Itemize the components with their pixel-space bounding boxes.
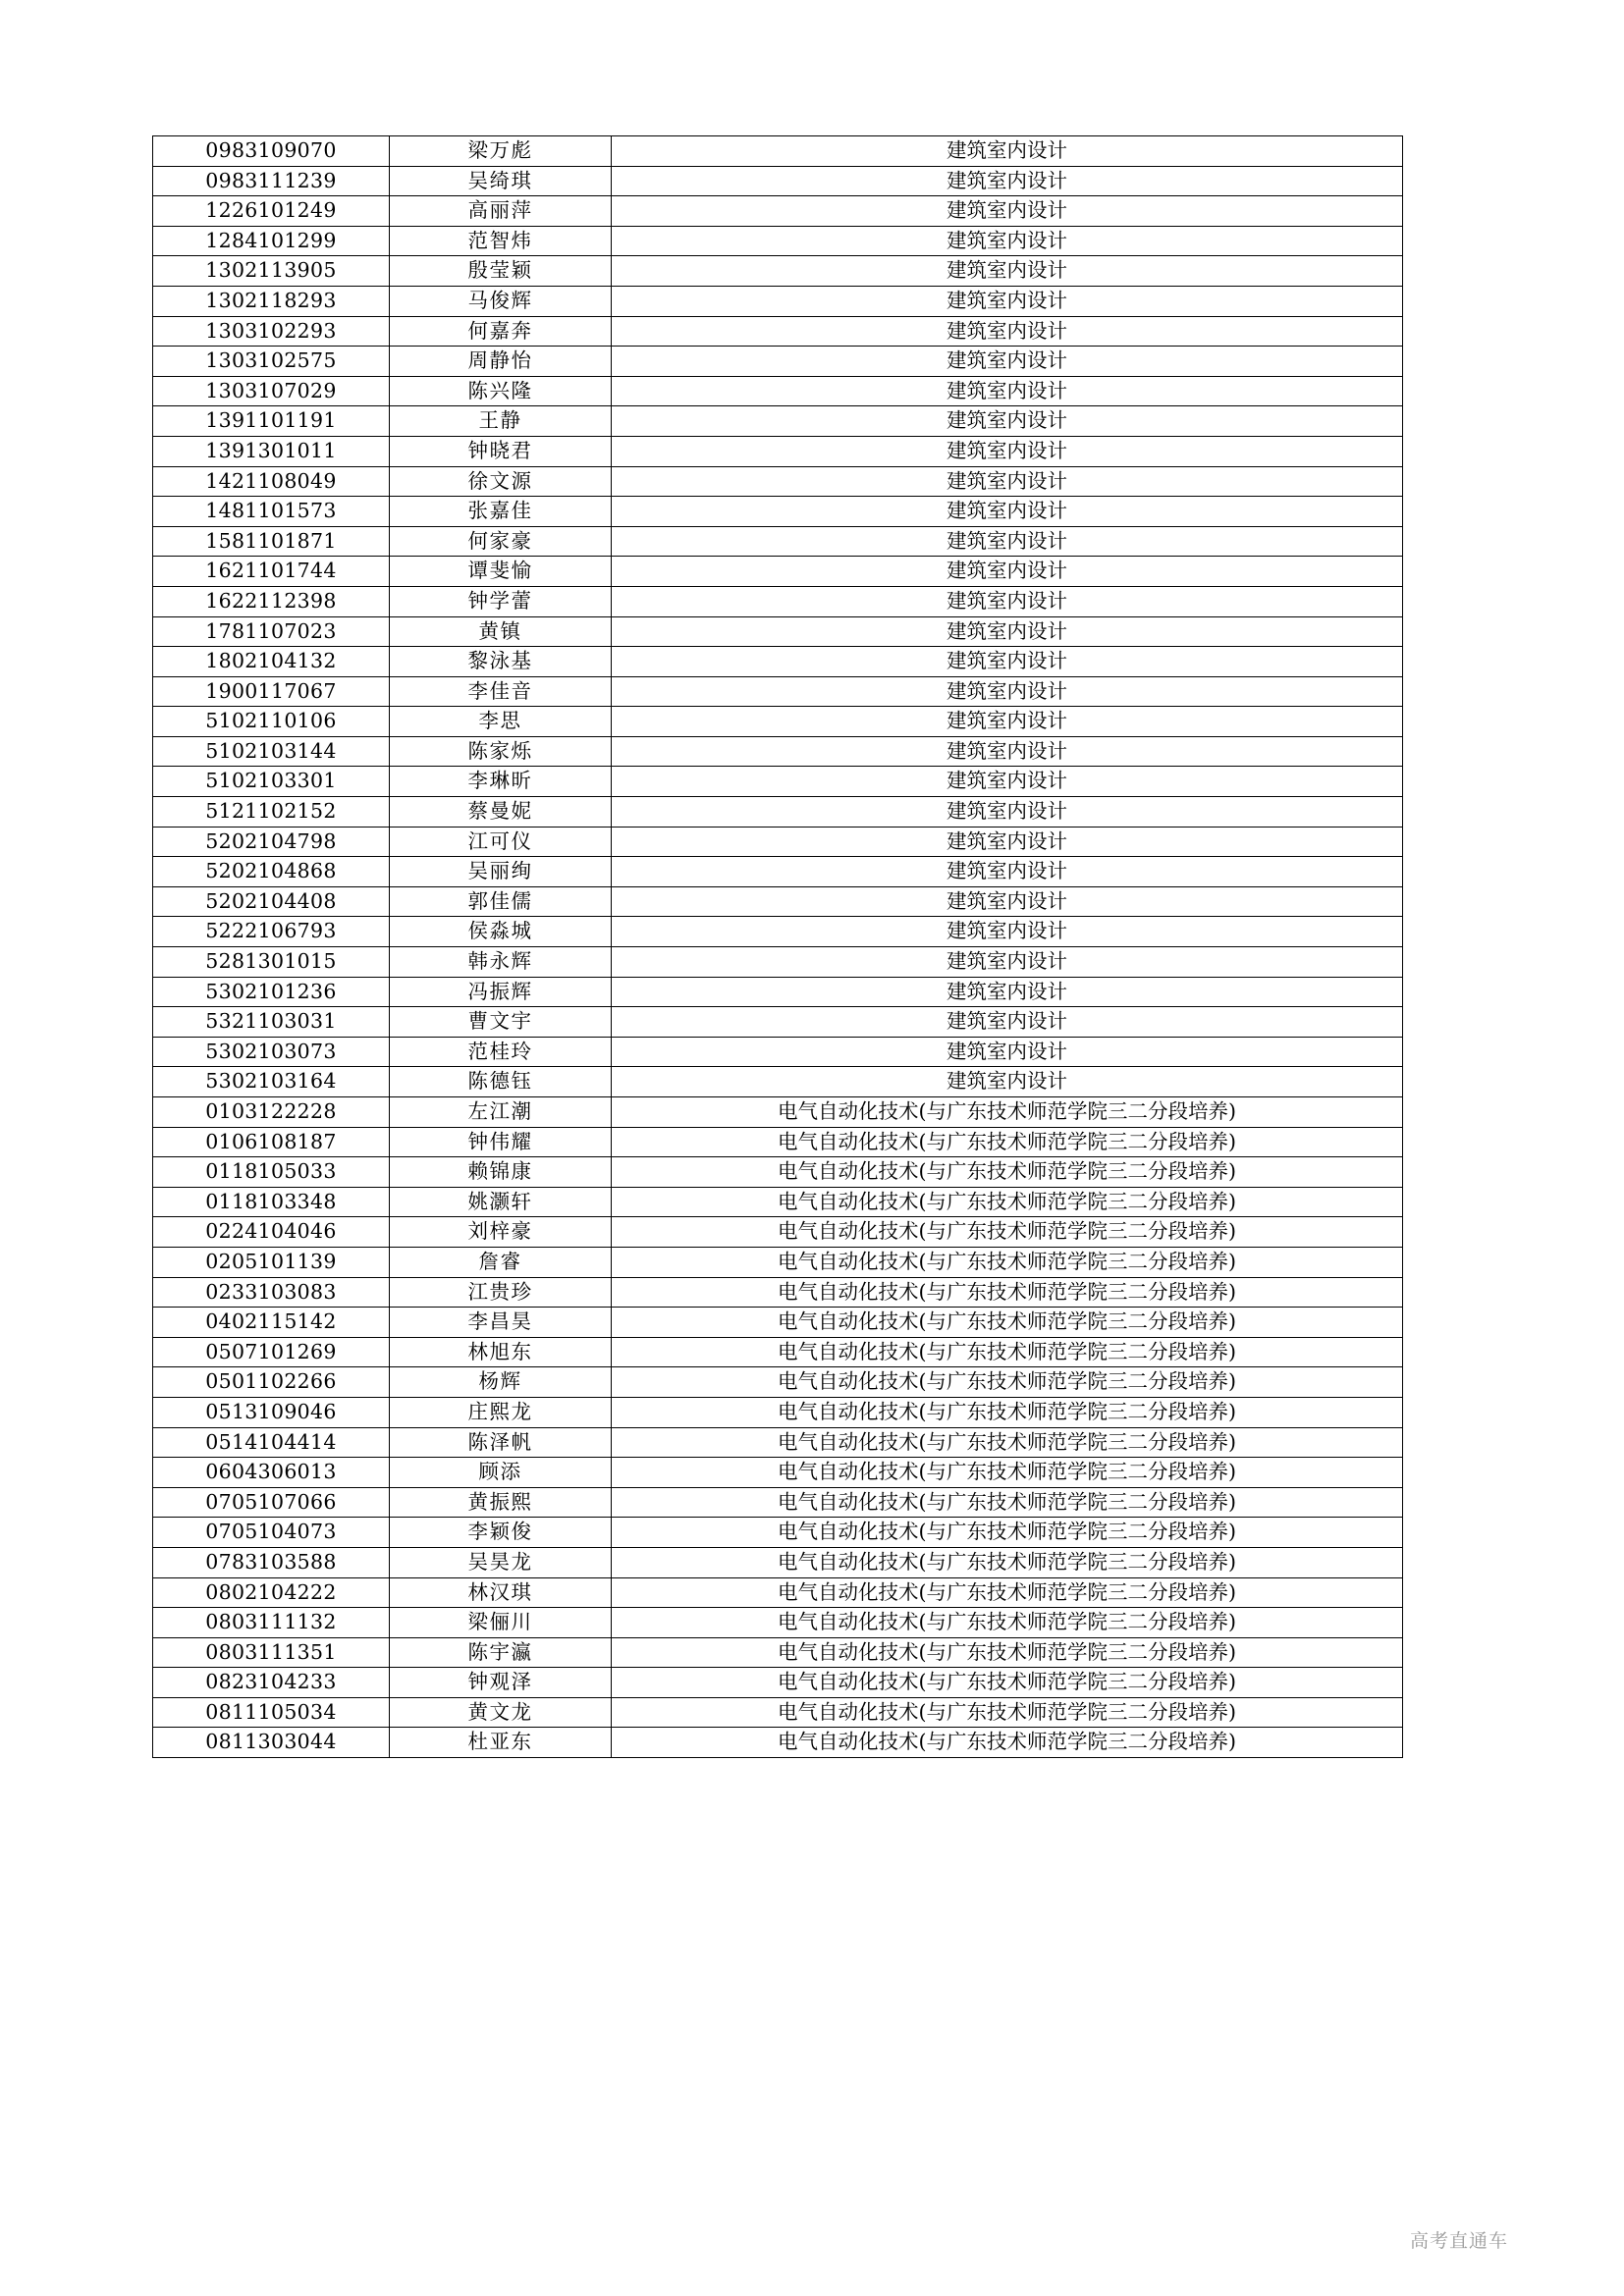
table-row xyxy=(153,557,1403,587)
cell-major: 建筑室内设计 xyxy=(612,286,1403,316)
cell-candidate-id: 0705104073 xyxy=(153,1518,390,1548)
cell-major: 建筑室内设计 xyxy=(612,1067,1403,1097)
table-row xyxy=(153,1518,1403,1548)
cell-candidate-id: 0118103348 xyxy=(153,1187,390,1217)
cell-major: 电气自动化技术(与广东技术师范学院三二分段培养) xyxy=(612,1487,1403,1518)
table-row xyxy=(153,1547,1403,1577)
table-row xyxy=(153,1697,1403,1728)
cell-candidate-id: 0106108187 xyxy=(153,1127,390,1157)
admission-list-table xyxy=(152,135,1403,1758)
cell-name: 黄镇 xyxy=(390,616,612,647)
cell-major: 建筑室内设计 xyxy=(612,406,1403,437)
cell-major: 电气自动化技术(与广东技术师范学院三二分段培养) xyxy=(612,1668,1403,1698)
cell-candidate-id: 1284101299 xyxy=(153,226,390,256)
cell-major: 电气自动化技术(与广东技术师范学院三二分段培养) xyxy=(612,1608,1403,1638)
cell-name: 姚灏轩 xyxy=(390,1187,612,1217)
table-row xyxy=(153,1337,1403,1367)
cell-candidate-id: 0811105034 xyxy=(153,1697,390,1728)
cell-name: 赖锦康 xyxy=(390,1157,612,1188)
table-row xyxy=(153,347,1403,377)
cell-major: 电气自动化技术(与广东技术师范学院三二分段培养) xyxy=(612,1577,1403,1608)
table-row xyxy=(153,1097,1403,1128)
cell-candidate-id: 0803111351 xyxy=(153,1637,390,1668)
cell-candidate-id: 5121102152 xyxy=(153,797,390,828)
cell-major: 建筑室内设计 xyxy=(612,827,1403,857)
table-row xyxy=(153,1487,1403,1518)
table-row xyxy=(153,977,1403,1007)
cell-name: 冯振辉 xyxy=(390,977,612,1007)
cell-major: 建筑室内设计 xyxy=(612,977,1403,1007)
cell-major: 建筑室内设计 xyxy=(612,466,1403,497)
cell-candidate-id: 1581101871 xyxy=(153,526,390,557)
table-row xyxy=(153,1157,1403,1188)
cell-candidate-id: 1622112398 xyxy=(153,586,390,616)
table-row xyxy=(153,1247,1403,1277)
cell-major: 电气自动化技术(与广东技术师范学院三二分段培养) xyxy=(612,1247,1403,1277)
cell-name: 蔡曼妮 xyxy=(390,797,612,828)
cell-candidate-id: 1781107023 xyxy=(153,616,390,647)
table-row xyxy=(153,256,1403,287)
cell-major: 建筑室内设计 xyxy=(612,676,1403,707)
table-row xyxy=(153,827,1403,857)
cell-major: 建筑室内设计 xyxy=(612,707,1403,737)
cell-candidate-id: 0507101269 xyxy=(153,1337,390,1367)
cell-major: 建筑室内设计 xyxy=(612,767,1403,797)
cell-major: 电气自动化技术(与广东技术师范学院三二分段培养) xyxy=(612,1157,1403,1188)
cell-candidate-id: 5202104868 xyxy=(153,857,390,887)
cell-major: 建筑室内设计 xyxy=(612,256,1403,287)
cell-major: 建筑室内设计 xyxy=(612,166,1403,196)
table-row xyxy=(153,196,1403,227)
cell-major: 建筑室内设计 xyxy=(612,557,1403,587)
table-row xyxy=(153,1308,1403,1338)
table-row xyxy=(153,1608,1403,1638)
cell-major: 建筑室内设计 xyxy=(612,136,1403,167)
cell-candidate-id: 1421108049 xyxy=(153,466,390,497)
cell-name: 徐文源 xyxy=(390,466,612,497)
table-row xyxy=(153,707,1403,737)
cell-name: 马俊辉 xyxy=(390,286,612,316)
cell-name: 陈德钰 xyxy=(390,1067,612,1097)
table-row xyxy=(153,466,1403,497)
cell-candidate-id: 5302101236 xyxy=(153,977,390,1007)
cell-name: 詹睿 xyxy=(390,1247,612,1277)
cell-candidate-id: 5202104798 xyxy=(153,827,390,857)
table-row xyxy=(153,857,1403,887)
cell-candidate-id: 0118105033 xyxy=(153,1157,390,1188)
cell-candidate-id: 5102103144 xyxy=(153,736,390,767)
cell-major: 电气自动化技术(与广东技术师范学院三二分段培养) xyxy=(612,1458,1403,1488)
cell-name: 韩永辉 xyxy=(390,947,612,978)
cell-name: 钟学蕾 xyxy=(390,586,612,616)
cell-name: 林汉琪 xyxy=(390,1577,612,1608)
cell-major: 建筑室内设计 xyxy=(612,797,1403,828)
cell-name: 殷莹颖 xyxy=(390,256,612,287)
cell-major: 建筑室内设计 xyxy=(612,1007,1403,1038)
cell-major: 建筑室内设计 xyxy=(612,226,1403,256)
cell-name: 钟伟耀 xyxy=(390,1127,612,1157)
cell-major: 建筑室内设计 xyxy=(612,616,1403,647)
table-row xyxy=(153,947,1403,978)
table-row xyxy=(153,917,1403,947)
cell-name: 左江潮 xyxy=(390,1097,612,1128)
cell-name: 范智炜 xyxy=(390,226,612,256)
cell-name: 陈家烁 xyxy=(390,736,612,767)
table-row xyxy=(153,526,1403,557)
cell-major: 电气自动化技术(与广东技术师范学院三二分段培养) xyxy=(612,1697,1403,1728)
cell-name: 李思 xyxy=(390,707,612,737)
cell-candidate-id: 0802104222 xyxy=(153,1577,390,1608)
cell-candidate-id: 0823104233 xyxy=(153,1668,390,1698)
table-row xyxy=(153,1397,1403,1427)
cell-candidate-id: 1303107029 xyxy=(153,376,390,406)
cell-name: 吴昊龙 xyxy=(390,1547,612,1577)
cell-name: 杨辉 xyxy=(390,1367,612,1398)
cell-candidate-id: 1621101744 xyxy=(153,557,390,587)
cell-name: 黎泳基 xyxy=(390,647,612,677)
cell-name: 顾添 xyxy=(390,1458,612,1488)
cell-major: 电气自动化技术(与广东技术师范学院三二分段培养) xyxy=(612,1547,1403,1577)
cell-candidate-id: 1481101573 xyxy=(153,497,390,527)
cell-major: 建筑室内设计 xyxy=(612,917,1403,947)
cell-candidate-id: 0205101139 xyxy=(153,1247,390,1277)
cell-major: 电气自动化技术(与广东技术师范学院三二分段培养) xyxy=(612,1217,1403,1248)
cell-candidate-id: 5302103164 xyxy=(153,1067,390,1097)
cell-name: 吴绮琪 xyxy=(390,166,612,196)
cell-name: 钟观泽 xyxy=(390,1668,612,1698)
cell-candidate-id: 5102110106 xyxy=(153,707,390,737)
cell-name: 何嘉奔 xyxy=(390,316,612,347)
cell-candidate-id: 0983109070 xyxy=(153,136,390,167)
cell-name: 钟晓君 xyxy=(390,436,612,466)
table-row xyxy=(153,886,1403,917)
cell-major: 建筑室内设计 xyxy=(612,497,1403,527)
table-row xyxy=(153,586,1403,616)
cell-candidate-id: 5102103301 xyxy=(153,767,390,797)
cell-name: 庄熙龙 xyxy=(390,1397,612,1427)
cell-name: 梁俪川 xyxy=(390,1608,612,1638)
table-row xyxy=(153,1217,1403,1248)
cell-candidate-id: 0103122228 xyxy=(153,1097,390,1128)
cell-name: 郭佳儒 xyxy=(390,886,612,917)
cell-name: 周静怡 xyxy=(390,347,612,377)
cell-candidate-id: 1303102575 xyxy=(153,347,390,377)
cell-major: 电气自动化技术(与广东技术师范学院三二分段培养) xyxy=(612,1308,1403,1338)
cell-candidate-id: 1302118293 xyxy=(153,286,390,316)
table-row xyxy=(153,316,1403,347)
table-row xyxy=(153,1187,1403,1217)
table-row xyxy=(153,1367,1403,1398)
cell-name: 王静 xyxy=(390,406,612,437)
cell-major: 建筑室内设计 xyxy=(612,376,1403,406)
cell-major: 电气自动化技术(与广东技术师范学院三二分段培养) xyxy=(612,1097,1403,1128)
cell-candidate-id: 0514104414 xyxy=(153,1427,390,1458)
cell-major: 建筑室内设计 xyxy=(612,1037,1403,1067)
table-row xyxy=(153,797,1403,828)
table-body xyxy=(153,136,1403,1758)
cell-name: 江可仪 xyxy=(390,827,612,857)
cell-major: 建筑室内设计 xyxy=(612,436,1403,466)
cell-major: 电气自动化技术(与广东技术师范学院三二分段培养) xyxy=(612,1187,1403,1217)
cell-name: 陈兴隆 xyxy=(390,376,612,406)
cell-major: 建筑室内设计 xyxy=(612,857,1403,887)
cell-major: 建筑室内设计 xyxy=(612,947,1403,978)
cell-candidate-id: 0803111132 xyxy=(153,1608,390,1638)
cell-name: 林旭东 xyxy=(390,1337,612,1367)
cell-candidate-id: 5202104408 xyxy=(153,886,390,917)
table-row xyxy=(153,1668,1403,1698)
cell-candidate-id: 5281301015 xyxy=(153,947,390,978)
table-row xyxy=(153,436,1403,466)
cell-major: 建筑室内设计 xyxy=(612,526,1403,557)
cell-major: 电气自动化技术(与广东技术师范学院三二分段培养) xyxy=(612,1127,1403,1157)
admission-list-table-wrap xyxy=(152,135,1399,1758)
cell-name: 侯淼城 xyxy=(390,917,612,947)
cell-name: 陈宇瀛 xyxy=(390,1637,612,1668)
table-row xyxy=(153,406,1403,437)
cell-candidate-id: 0705107066 xyxy=(153,1487,390,1518)
cell-major: 建筑室内设计 xyxy=(612,196,1403,227)
cell-candidate-id: 0811303044 xyxy=(153,1728,390,1758)
cell-candidate-id: 1226101249 xyxy=(153,196,390,227)
table-row xyxy=(153,1728,1403,1758)
table-row xyxy=(153,1577,1403,1608)
table-row xyxy=(153,226,1403,256)
cell-major: 电气自动化技术(与广东技术师范学院三二分段培养) xyxy=(612,1728,1403,1758)
cell-name: 黄文龙 xyxy=(390,1697,612,1728)
cell-major: 建筑室内设计 xyxy=(612,347,1403,377)
cell-name: 李琳昕 xyxy=(390,767,612,797)
cell-major: 建筑室内设计 xyxy=(612,736,1403,767)
cell-major: 电气自动化技术(与广东技术师范学院三二分段培养) xyxy=(612,1337,1403,1367)
cell-name: 高丽萍 xyxy=(390,196,612,227)
cell-name: 张嘉佳 xyxy=(390,497,612,527)
table-row xyxy=(153,647,1403,677)
cell-major: 电气自动化技术(与广东技术师范学院三二分段培养) xyxy=(612,1367,1403,1398)
table-row xyxy=(153,1637,1403,1668)
cell-candidate-id: 0233103083 xyxy=(153,1277,390,1308)
cell-name: 刘梓豪 xyxy=(390,1217,612,1248)
cell-candidate-id: 5321103031 xyxy=(153,1007,390,1038)
cell-candidate-id: 1900117067 xyxy=(153,676,390,707)
cell-candidate-id: 0501102266 xyxy=(153,1367,390,1398)
table-row xyxy=(153,1067,1403,1097)
cell-major: 建筑室内设计 xyxy=(612,647,1403,677)
cell-name: 何家豪 xyxy=(390,526,612,557)
cell-candidate-id: 5222106793 xyxy=(153,917,390,947)
cell-name: 吴丽绚 xyxy=(390,857,612,887)
table-row xyxy=(153,1277,1403,1308)
cell-name: 李佳音 xyxy=(390,676,612,707)
table-row xyxy=(153,136,1403,167)
cell-major: 电气自动化技术(与广东技术师范学院三二分段培养) xyxy=(612,1518,1403,1548)
table-row xyxy=(153,1427,1403,1458)
cell-name: 梁万彪 xyxy=(390,136,612,167)
cell-candidate-id: 0224104046 xyxy=(153,1217,390,1248)
cell-major: 建筑室内设计 xyxy=(612,586,1403,616)
cell-major: 电气自动化技术(与广东技术师范学院三二分段培养) xyxy=(612,1397,1403,1427)
cell-candidate-id: 1302113905 xyxy=(153,256,390,287)
cell-name: 曹文宇 xyxy=(390,1007,612,1038)
cell-candidate-id: 1802104132 xyxy=(153,647,390,677)
table-row xyxy=(153,166,1403,196)
table-row xyxy=(153,376,1403,406)
table-row xyxy=(153,1127,1403,1157)
cell-name: 范桂玲 xyxy=(390,1037,612,1067)
cell-candidate-id: 0983111239 xyxy=(153,166,390,196)
cell-candidate-id: 0402115142 xyxy=(153,1308,390,1338)
cell-major: 电气自动化技术(与广东技术师范学院三二分段培养) xyxy=(612,1427,1403,1458)
cell-candidate-id: 1391101191 xyxy=(153,406,390,437)
cell-name: 谭斐愉 xyxy=(390,557,612,587)
cell-major: 建筑室内设计 xyxy=(612,316,1403,347)
cell-major: 电气自动化技术(与广东技术师范学院三二分段培养) xyxy=(612,1277,1403,1308)
table-row xyxy=(153,286,1403,316)
cell-candidate-id: 0604306013 xyxy=(153,1458,390,1488)
cell-name: 黄振熙 xyxy=(390,1487,612,1518)
table-row xyxy=(153,1458,1403,1488)
cell-major: 建筑室内设计 xyxy=(612,886,1403,917)
cell-candidate-id: 5302103073 xyxy=(153,1037,390,1067)
cell-name: 陈泽帆 xyxy=(390,1427,612,1458)
cell-name: 李昌昊 xyxy=(390,1308,612,1338)
table-row xyxy=(153,676,1403,707)
table-row xyxy=(153,767,1403,797)
cell-name: 江贵珍 xyxy=(390,1277,612,1308)
cell-name: 李颖俊 xyxy=(390,1518,612,1548)
cell-candidate-id: 1303102293 xyxy=(153,316,390,347)
table-row xyxy=(153,1037,1403,1067)
table-row xyxy=(153,736,1403,767)
cell-candidate-id: 0783103588 xyxy=(153,1547,390,1577)
table-row xyxy=(153,497,1403,527)
cell-candidate-id: 0513109046 xyxy=(153,1397,390,1427)
watermark-label: 高考直通车 xyxy=(1409,2230,1508,2252)
table-row xyxy=(153,616,1403,647)
cell-name: 杜亚东 xyxy=(390,1728,612,1758)
table-row xyxy=(153,1007,1403,1038)
cell-major: 电气自动化技术(与广东技术师范学院三二分段培养) xyxy=(612,1637,1403,1668)
cell-candidate-id: 1391301011 xyxy=(153,436,390,466)
